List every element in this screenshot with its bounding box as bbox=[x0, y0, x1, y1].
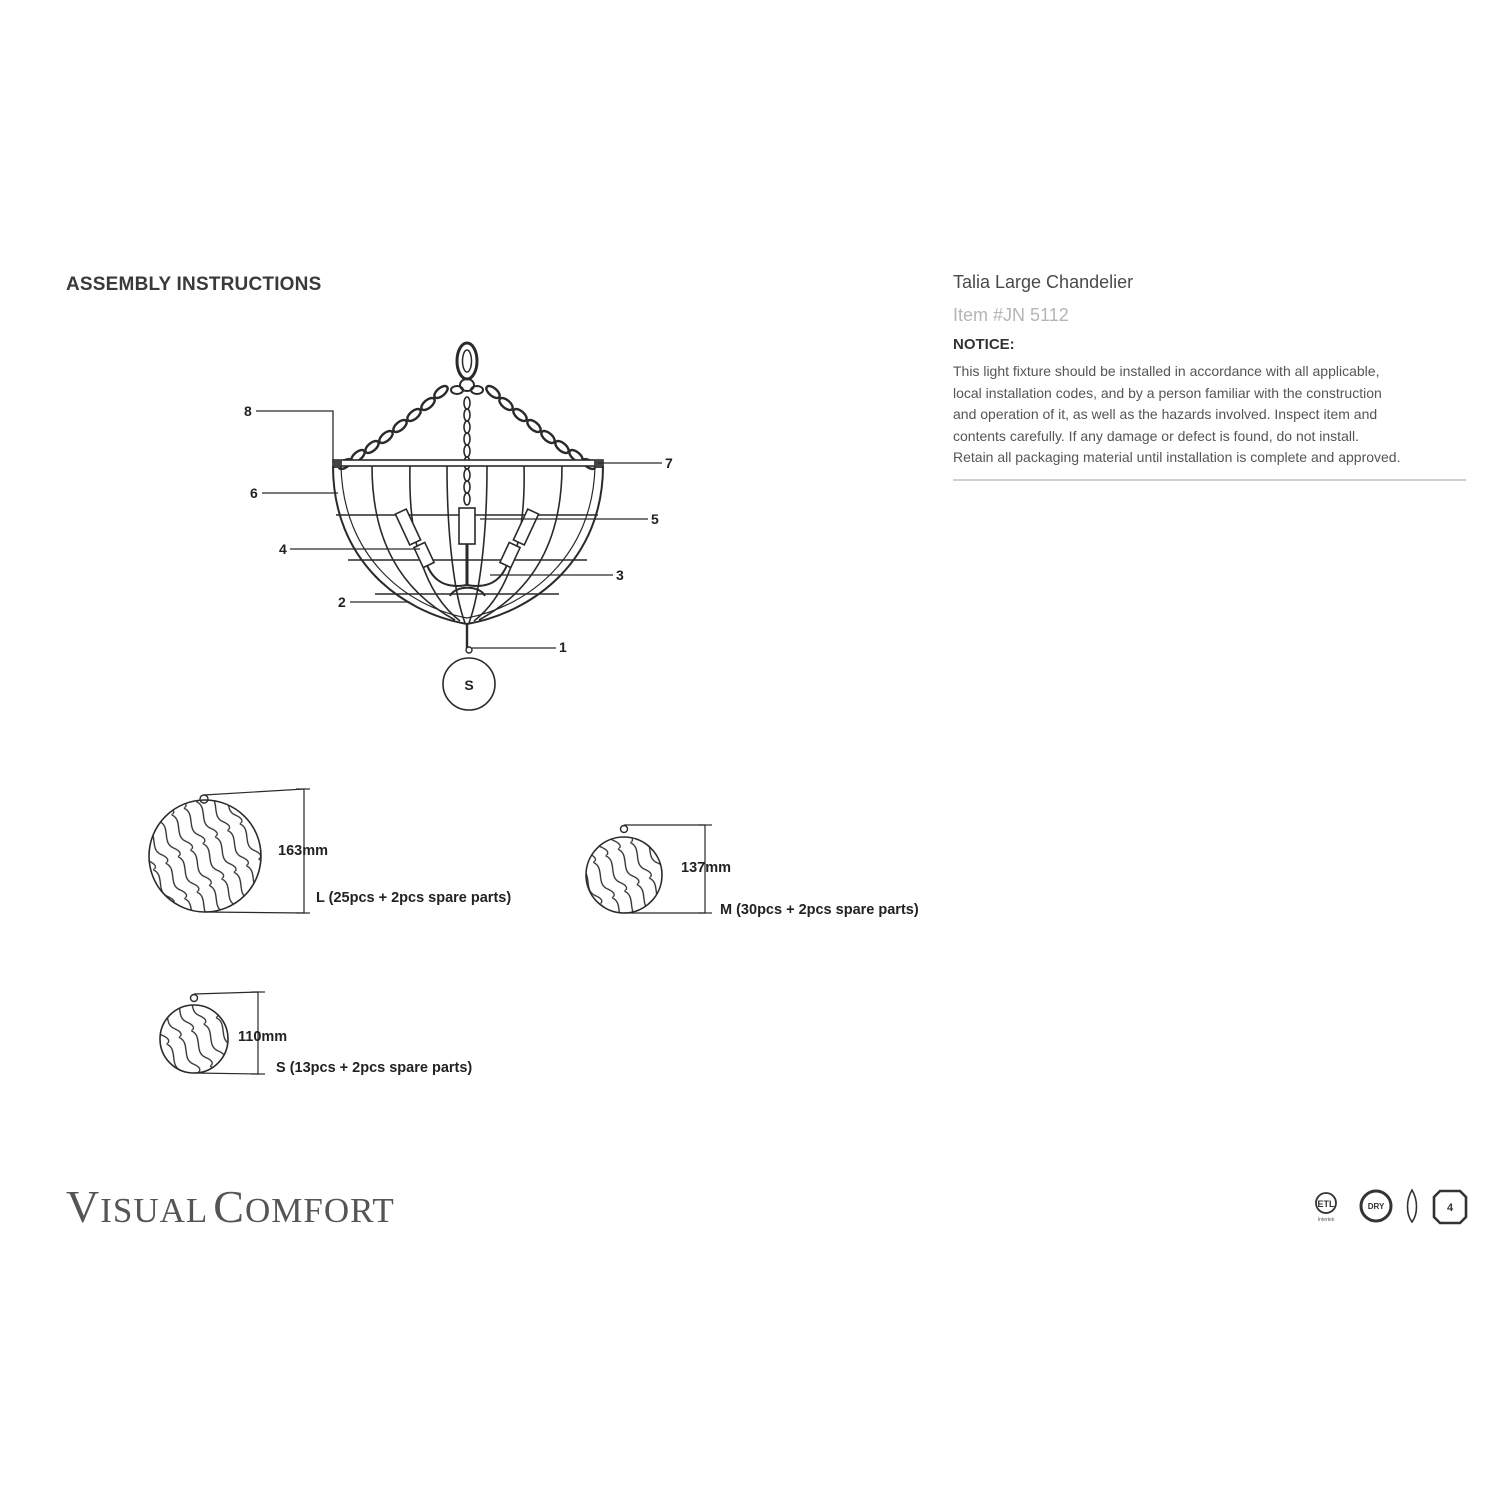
notice-line: local installation codes, and by a person familiar with the construction bbox=[953, 384, 1382, 401]
product-name: Talia Large Chandelier bbox=[953, 272, 1134, 292]
pendant-large-label: L (25pcs + 2pcs spare parts) bbox=[316, 890, 512, 906]
pendant-small-dimension: 110mm bbox=[238, 1029, 288, 1045]
pendant-medium-label: M (30pcs + 2pcs spare parts) bbox=[720, 902, 919, 918]
brand-word2-initial: C bbox=[213, 1181, 245, 1232]
bulb-count-icon bbox=[1434, 1191, 1466, 1223]
right-chain bbox=[484, 384, 596, 471]
notice-line: and operation of it, as well as the hazards involved. Inspect item and bbox=[953, 406, 1378, 423]
callout-1: 1 bbox=[559, 639, 567, 655]
brand-logo bbox=[66, 1180, 395, 1233]
dry-location-icon bbox=[1361, 1191, 1391, 1221]
pendant-medium-dimension: 137mm bbox=[681, 860, 731, 876]
pendant-size-marker: S bbox=[464, 677, 474, 693]
brand-word1-rest: ISUAL bbox=[100, 1191, 209, 1230]
callout-2: 2 bbox=[338, 594, 346, 610]
notice-heading: NOTICE: bbox=[953, 336, 1015, 353]
callout-8: 8 bbox=[244, 403, 252, 419]
dry-text: DRY bbox=[1367, 1202, 1385, 1211]
notice-line: contents carefully. If any damage or defect is found, do not install. bbox=[953, 427, 1359, 444]
etl-subtext: Intertek bbox=[1317, 1217, 1335, 1223]
etl-listed-icon bbox=[1316, 1193, 1336, 1223]
callout-3: 3 bbox=[616, 567, 624, 583]
bulb-icon bbox=[1408, 1190, 1417, 1222]
brand-word1-initial: V bbox=[66, 1181, 101, 1232]
notice-line: Retain all packaging material until installation is complete and approved. bbox=[953, 449, 1401, 466]
left-chain bbox=[337, 384, 449, 471]
callout-4: 4 bbox=[279, 541, 287, 557]
callout-7: 7 bbox=[665, 455, 673, 471]
brand-word2-rest: OMFORT bbox=[244, 1191, 395, 1230]
notice-line: This light fixture should be installed in accordance with all applicable, bbox=[953, 363, 1380, 379]
callout-6: 6 bbox=[250, 485, 258, 501]
certification-icons bbox=[1310, 1186, 1470, 1230]
page-title: ASSEMBLY INSTRUCTIONS bbox=[66, 274, 322, 295]
center-chain bbox=[464, 397, 470, 505]
etl-text: ETL bbox=[1317, 1199, 1335, 1209]
callout-5: 5 bbox=[651, 511, 659, 527]
pendant-large-dimension: 163mm bbox=[278, 843, 328, 859]
pendant-small-label: S (13pcs + 2pcs spare parts) bbox=[276, 1060, 473, 1076]
item-number: Item #JN 5112 bbox=[953, 305, 1069, 325]
bulb-count: 4 bbox=[1446, 1202, 1454, 1214]
